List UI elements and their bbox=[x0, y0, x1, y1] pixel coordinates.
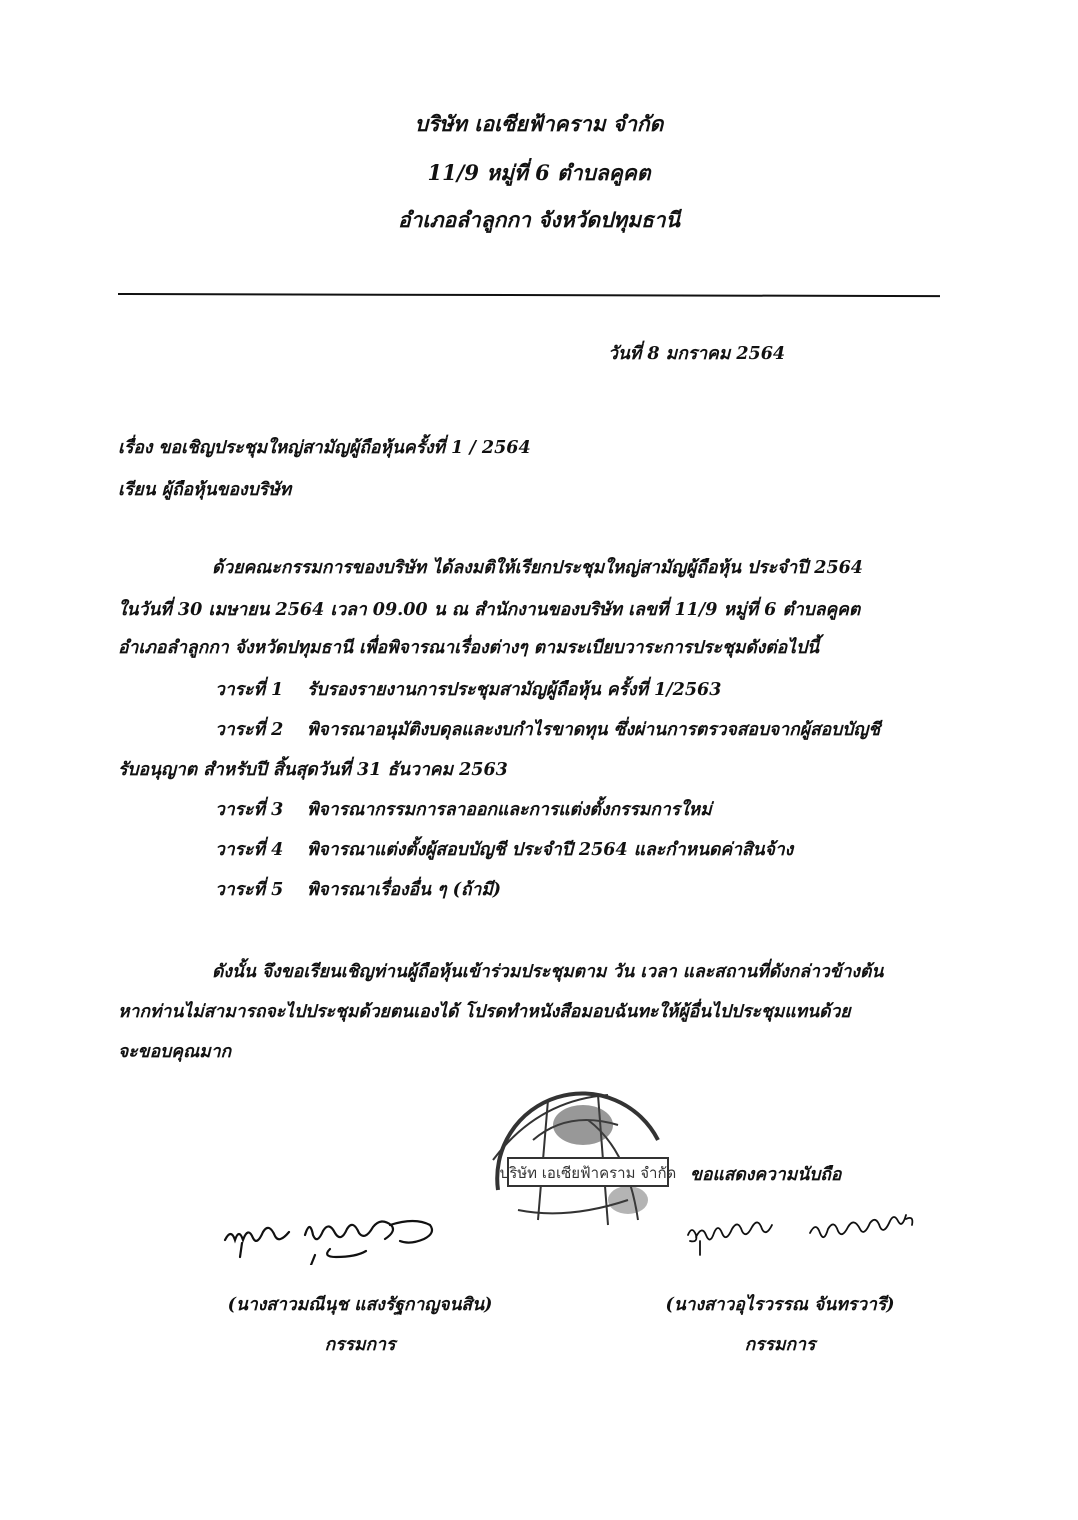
company-stamp bbox=[478, 1080, 678, 1230]
agenda-label: วาระที่ 1 bbox=[215, 680, 284, 700]
signatory-2-name: (นางสาวอุไรวรรณ จันทรวารี) bbox=[665, 1295, 895, 1315]
paragraph1-line2: ในวันที่ 30 เมษายน 2564 เวลา 09.00 น ณ สำนักงานของบริษัท เลขที่ 11/9 หมู่ที่ 6 ตำบลคูคต bbox=[118, 600, 861, 620]
signature-2 bbox=[680, 1205, 920, 1265]
agenda-item-2-continuation: รับอนุญาต สำหรับปี สิ้นสุดวันที่ 31 ธันวาคม 2563 bbox=[118, 760, 508, 780]
signatory-1-name: (นางสาวมณีนุช แสงรัฐกาญจนสิน) bbox=[227, 1295, 493, 1315]
agenda-text: พิจารณาแต่งตั้งผู้สอบบัญชี ประจำปี 2564 และกำหนดค่าสินจ้าง bbox=[307, 840, 794, 860]
stamp-text: บริษัท เอเซียฟ้าคราม จำกัด bbox=[499, 1164, 677, 1182]
letter-date: วันที่ 8 มกราคม 2564 bbox=[608, 344, 786, 364]
agenda-text: พิจารณากรรมการลาออกและการแต่งตั้งกรรมการใหม่ bbox=[307, 800, 712, 820]
header-divider bbox=[118, 293, 940, 297]
signature-1 bbox=[220, 1205, 450, 1265]
agenda-item-4 bbox=[215, 835, 793, 863]
paragraph1-line3: อำเภอลำลูกกา จังหวัดปทุมธานี เพื่อพิจารณาเรื่องต่างๆ ตามระเบียบวาระการประชุมดังต่อไปนี้ bbox=[118, 638, 820, 658]
agenda-item-2 bbox=[215, 715, 880, 743]
address-line-2: อำเภอลำลูกกา จังหวัดปทุมธานี bbox=[398, 207, 680, 232]
agenda-label: วาระที่ 5 bbox=[215, 880, 284, 900]
agenda-item-3 bbox=[215, 795, 712, 823]
subject-line: เรื่อง ขอเชิญประชุมใหญ่สามัญผู้ถือหุ้นครั้งที่ 1 / 2564 bbox=[118, 438, 531, 458]
address-line-1: 11/9 หมู่ที่ 6 ตำบลคูคต bbox=[427, 160, 651, 185]
agenda-label: วาระที่ 3 bbox=[215, 800, 284, 820]
agenda-item-5 bbox=[215, 875, 501, 903]
agenda-label: วาระที่ 4 bbox=[215, 840, 284, 860]
agenda-text: รับรองรายงานการประชุมสามัญผู้ถือหุ้น ครั้งที่ 1/2563 bbox=[307, 680, 722, 700]
agenda-item-1 bbox=[215, 675, 721, 703]
agenda-label: วาระที่ 2 bbox=[215, 720, 284, 740]
company-name: บริษัท เอเซียฟ้าคราม จำกัด bbox=[414, 111, 664, 136]
agenda-text: พิจารณาอนุมัติงบดุลและงบกำไรขาดทุน ซึ่งผ่านการตรวจสอบจากผู้สอบบัญชี bbox=[307, 720, 881, 740]
paragraph2-line1: ดังนั้น จึงขอเรียนเชิญท่านผู้ถือหุ้นเข้าร่วมประชุมตาม วัน เวลา และสถานที่ดังกล่าวข้างต้น bbox=[212, 962, 884, 982]
closing-phrase: ขอแสดงความนับถือ bbox=[690, 1165, 842, 1185]
recipient-line: เรียน ผู้ถือหุ้นของบริษัท bbox=[118, 480, 292, 500]
signatory-1-title: กรรมการ bbox=[324, 1335, 396, 1355]
paragraph1-line1: ด้วยคณะกรรมการของบริษัท ได้ลงมติให้เรียกประชุมใหญ่สามัญผู้ถือหุ้น ประจำปี 2564 bbox=[212, 558, 863, 578]
paragraph2-line2: หากท่านไม่สามารถจะไปประชุมด้วยตนเองได้ โปรดทำหนังสือมอบฉันทะให้ผู้อื่นไปประชุมแทนด้วย bbox=[118, 1002, 851, 1022]
signatory-2-title: กรรมการ bbox=[744, 1335, 816, 1355]
paragraph2-line3: จะขอบคุณมาก bbox=[118, 1042, 232, 1062]
agenda-text: พิจารณาเรื่องอื่น ๆ (ถ้ามี) bbox=[307, 880, 502, 900]
